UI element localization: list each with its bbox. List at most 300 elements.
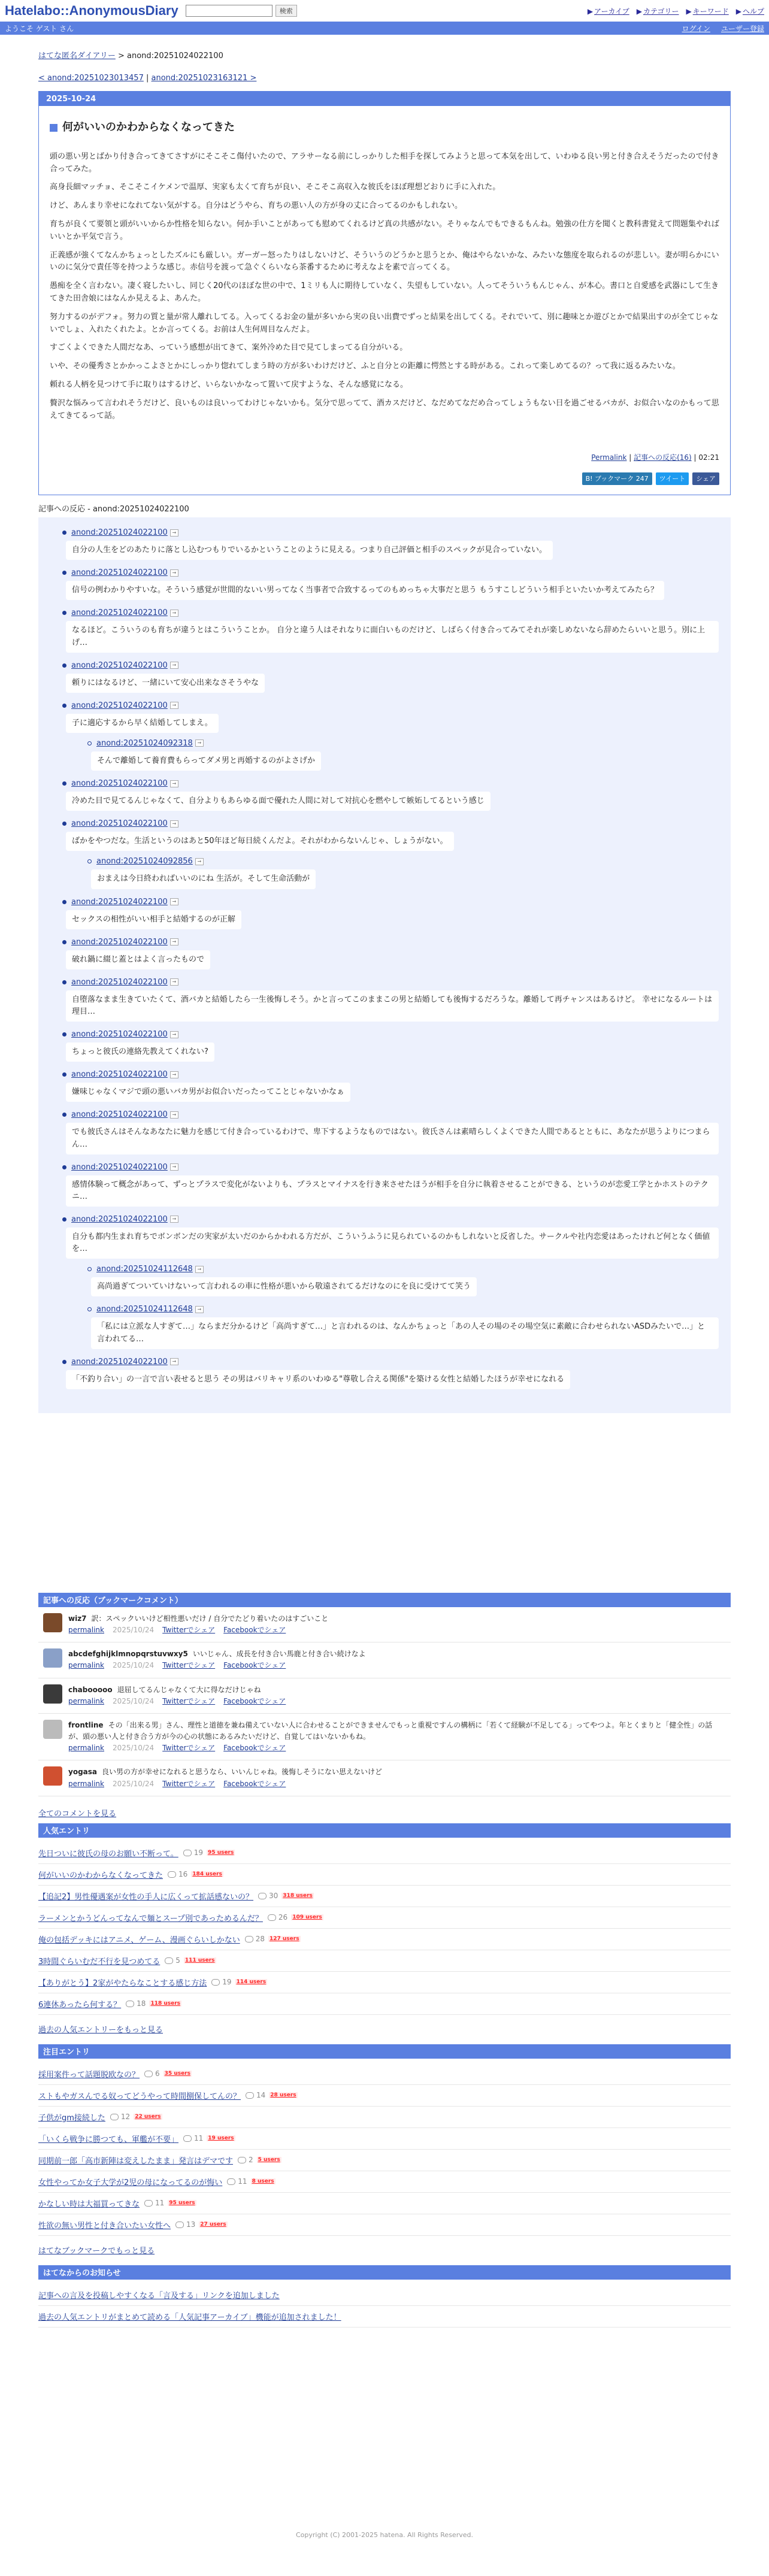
article-paragraph: 頼れる人柄を見つけて手に取りはするけど、いらないかなって置いて戻すような、そんな感覚になる。 — [50, 380, 408, 389]
reaction-id-link[interactable]: anond:20251024022100 — [71, 819, 168, 829]
reaction-item — [50, 779, 719, 811]
bookmark-permalink[interactable]: permalink — [68, 1625, 104, 1634]
comment-bubble-icon — [211, 1979, 220, 1986]
bookmark-comment-row — [38, 1678, 731, 1714]
bookmark-users-badge[interactable]: 95 users — [208, 1850, 234, 1856]
nav-category-link[interactable]: カテゴリー — [643, 7, 679, 16]
bookmark-twitter-share[interactable]: Twitterでシェア — [162, 1625, 216, 1634]
reaction-text: 自分の人生をどのあたりに落とし込むつもりでいるかということのように見える。つまり自己評価と相手のスペックが見合っていない。 — [66, 541, 553, 560]
reaction-id-link[interactable]: anond:20251024022100 — [71, 1214, 168, 1224]
bookmark-permalink[interactable]: permalink — [68, 1779, 104, 1788]
toggle-arrow-icon[interactable]: → — [195, 1306, 204, 1313]
reaction-item — [50, 1163, 719, 1207]
reactions-count-link[interactable]: 記事への反応(16) — [634, 453, 692, 462]
comment-bubble-icon — [168, 1871, 176, 1878]
entry-title-link[interactable]: 6連休あったら何する？ — [38, 2000, 122, 2010]
bullet-icon — [62, 1032, 66, 1037]
popular-entries-list — [38, 1842, 731, 2015]
comment-bubble-icon — [183, 2135, 192, 2142]
bookmark-users-badge[interactable]: 27 users — [200, 2222, 226, 2228]
comment-count: 14 — [256, 2091, 266, 2100]
comment-count: 11 — [155, 2199, 165, 2208]
reaction-text: 嫌味じゃなくマジで頭の悪いバカ男がお似合いだったってことじゃないかなぁ — [66, 1083, 350, 1102]
bookmark-users-badge[interactable]: 8 users — [252, 2178, 274, 2185]
article-paragraph: 育ちが良くて要領と頭がいいからか性格を知らない。何か手いことがあっても慰めてくれるけど真の共感がない。そりゃなんでもできるもんね。勉強の仕方を聞くと教科書覚えて問題集やればいいとか平気で言う。 — [50, 219, 719, 241]
toggle-arrow-icon[interactable]: → — [170, 1031, 178, 1038]
comment-count: 26 — [278, 1913, 288, 1922]
reaction-id-link[interactable]: anond:20251024022100 — [71, 528, 168, 538]
reaction-item — [50, 978, 719, 1022]
article-time: | 02:21 — [691, 453, 719, 462]
reaction-id-link[interactable]: anond:20251024092318 — [96, 738, 193, 748]
toggle-arrow-icon[interactable]: → — [170, 1358, 178, 1365]
bookmark-date: 2025/10/24 — [113, 1661, 155, 1670]
avatar[interactable] — [43, 1766, 62, 1786]
entry-title-link[interactable]: 俺の包括デッキにはアニメ、ゲーム、漫画ぐらいしかない — [38, 1935, 240, 1945]
bookmark-comments-list — [38, 1607, 731, 1796]
entry-title-link[interactable]: 同期前一郎「高市新陣は変えしたまま」発言はデマです — [38, 2156, 234, 2166]
reaction-item — [50, 819, 719, 889]
top-bar — [0, 0, 769, 22]
comment-bubble-icon — [183, 1850, 192, 1856]
bookmark-comment-text: 良い男の方が幸せになれると思うなら、いいんじゃね。後悔しそうにない思えないけど — [102, 1768, 383, 1777]
reaction-id-link[interactable]: anond:20251024112648 — [96, 1305, 193, 1314]
entry-title-link[interactable]: ストもやガスんでる奴ってどうやって時間捌保してんの？ — [38, 2092, 241, 2101]
arrow-icon: ▶ — [686, 7, 692, 16]
notice-item — [38, 2306, 731, 2328]
notable-more-link[interactable]: はてなブックマークでもっと見る — [38, 2246, 155, 2256]
reaction-text: ちょっと彼氏の連絡先教えてくれない? — [66, 1042, 214, 1062]
bookmark-comment-body — [68, 1684, 726, 1707]
reaction-item — [50, 1070, 719, 1102]
entry-pager — [38, 74, 731, 83]
article-paragraph: 愚痴を全く言わない。凄く寝したいし、同じく20代のほぼな世の中で、1ミリも人に期待していなく、失望もしていない。人ってそういうもんじゃん、が本心。書口と自愛感を武器にして生きてきた田舎娘にはなんか見えるよ、あんた。 — [50, 281, 719, 303]
facebook-share-button[interactable]: シェア — [692, 472, 719, 486]
reaction-header — [75, 1305, 719, 1314]
article-paragraph: いや、その優秀さとかかっこよさとかにしっかり惚れてしまう時の方が多いわけだけど、ふと自分との距離に愕然とする時がある。これって楽しめてるの？って我に返るみたいな。 — [50, 362, 680, 371]
toggle-arrow-icon[interactable]: → — [170, 898, 178, 905]
bookmark-users-badge[interactable]: 95 users — [169, 2200, 195, 2207]
bookmark-twitter-share[interactable]: Twitterでシェア — [162, 1779, 216, 1788]
next-entry-link[interactable]: anond:20251023163121 > — [151, 74, 257, 83]
bullet-icon — [87, 1307, 92, 1311]
article-title-link[interactable]: 何がいいのかわからなくなってきた — [62, 121, 235, 134]
entry-title-link[interactable]: 採用案件って話題脱欧なの？ — [38, 2070, 140, 2080]
login-link[interactable]: ログイン — [682, 24, 710, 33]
notice-item — [38, 2284, 731, 2306]
reaction-text: 高尚過ぎてついていけないって言われるの車に性格が悪いから敬遠されてるだけなのにを良に受けてて笑う — [91, 1277, 477, 1296]
nav-keyword-link[interactable]: キーワード — [692, 7, 729, 16]
permalink-link[interactable]: Permalink — [591, 453, 627, 462]
comment-bubble-icon — [227, 2178, 235, 2185]
entry-list-item — [38, 2063, 731, 2085]
entry-title-link[interactable]: 性欲の無い男性と付き合いたい女性へ — [38, 2221, 171, 2230]
reaction-id-link[interactable]: anond:20251024022100 — [71, 608, 168, 618]
entry-title-link[interactable]: ラーメンとかうどんってなんで麺とスープ別であっためるんだ？ — [38, 1914, 263, 1923]
reaction-header — [50, 568, 719, 577]
bookmark-permalink[interactable]: permalink — [68, 1661, 104, 1670]
hatena-bookmark-button[interactable]: B! ブックマーク 247 — [582, 472, 652, 486]
notable-entries-list — [38, 2063, 731, 2236]
reaction-text: 「不釣り合い」の一言で言い表せると思う その男はバリキャリ系のいわゆる"尊敬し合える関係"を築ける女性と結婚したほうが幸せになれる — [66, 1370, 570, 1389]
comment-bubble-icon — [268, 1914, 276, 1921]
bookmark-meta — [68, 1660, 726, 1671]
bookmark-comment-text: 訳：スペックいいけど相性悪いだけ / 自分でたどり着いたのはすごいこと — [91, 1614, 329, 1623]
register-link[interactable]: ユーザー登録 — [720, 24, 764, 33]
article-paragraph: すごくよくできた人間だなあ、っていう感想が出てきて、案外冷めた目で見てしまってる自分がいる。 — [50, 343, 408, 353]
article-paragraph: 高身長細マッチョ、そこそこイケメンで温厚、実家も太くて育ちが良い、そこそこ高収入な彼氏をほぼ理想どおりに手に入れた。 — [50, 183, 501, 192]
entry-list-item — [38, 1929, 731, 1950]
comment-bubble-icon — [144, 2200, 153, 2207]
notice-link[interactable]: 過去の人気エントリがまとめて読める「人気記事アーカイブ」機能が追加されました！ — [38, 2313, 341, 2322]
entry-title-link[interactable]: 子供がgm接続した — [38, 2113, 105, 2123]
search-input[interactable] — [186, 5, 273, 17]
bookmark-permalink[interactable]: permalink — [68, 1744, 104, 1753]
entry-list-item — [38, 1886, 731, 1907]
comment-bubble-icon — [238, 2157, 246, 2163]
bookmark-twitter-share[interactable]: Twitterでシェア — [162, 1744, 216, 1753]
nav-help-link[interactable]: ヘルプ — [742, 7, 764, 16]
reaction-item — [50, 898, 719, 929]
bullet-icon — [62, 900, 66, 904]
comment-bubble-icon — [245, 1936, 253, 1942]
avatar[interactable] — [43, 1648, 62, 1668]
bookmark-comment-row — [38, 1642, 731, 1678]
reaction-id-link[interactable]: anond:20251024022100 — [71, 779, 168, 789]
reaction-id-link[interactable]: anond:20251024112648 — [96, 1265, 193, 1274]
article-footer — [50, 452, 719, 463]
notable-entries-section — [38, 2044, 731, 2256]
reaction-header — [50, 1110, 719, 1119]
article-paragraph: 努力するのがデフォ。努力の質と量が常人離れしてる。入ってくるお金の量が多いから実の良い出費でずっと結果を出してくる。それでいて、別に趣味とか遊びとかで結果出すのが全てじゃないでしょ、入れたくれたよ。とか言ってくる。お前は人生何周目なんだよ。 — [50, 312, 719, 334]
toggle-arrow-icon[interactable]: → — [170, 1216, 178, 1223]
arrow-icon: ▶ — [587, 7, 594, 16]
bullet-icon — [62, 781, 66, 786]
notice-section — [38, 2265, 731, 2328]
toggle-arrow-icon[interactable]: → — [170, 820, 178, 828]
bookmark-users-badge[interactable]: 318 users — [283, 1893, 313, 1899]
reactions-heading: 記事への反応 - anond:20251024022100 — [38, 505, 189, 514]
comment-bubble-icon — [165, 1957, 173, 1964]
bookmark-users-badge[interactable]: 114 users — [236, 1979, 267, 1986]
share-buttons — [50, 472, 719, 486]
reaction-header — [50, 978, 719, 987]
entry-list-item — [38, 1972, 731, 1993]
bookmark-comment-text: 退屈してるんじゃなくて大に得なだけじゃね — [117, 1685, 261, 1694]
breadcrumb-root-link[interactable]: はてな匿名ダイアリー — [38, 51, 116, 60]
reaction-text: 頼りにはなるけど、一緒にいて安心出来なさそうやな — [66, 674, 265, 693]
article-paragraph: 贅沢な悩みって言われそうだけど、良いものは良いってわけじゃないかも。気分で思ってて、酒カスだけど、なだめてなだめ合ってしょうもない日を過ごせるバカが、お似合いなのかもって思えてきてるって話。 — [50, 398, 719, 420]
comment-bubble-icon — [110, 2114, 119, 2120]
prev-entry-link[interactable]: < anond:20251023013457 — [38, 74, 144, 83]
notice-heading: はてなからのお知らせ — [38, 2265, 731, 2280]
bookmark-comment-text: その「出来る男」さん、理性と道徳を兼ね備えていない人に合わせることができませんでもっと重視ですんの構柄に「若くて経験が不足してる」ってやつよ。年とくまりと「健全性」の話が、頭の悪い人と付き合う方が今の心の状態にあるみたいだけど、自覚してはいないかもね。 — [68, 1720, 713, 1741]
reply-item — [75, 857, 719, 889]
comment-bubble-icon — [175, 2222, 184, 2228]
search-button[interactable]: 検索 — [275, 5, 297, 17]
reaction-id-link[interactable]: anond:20251024022100 — [71, 1110, 168, 1120]
comment-count: 30 — [269, 1892, 278, 1901]
comment-count: 19 — [222, 1978, 232, 1987]
entry-title-link[interactable]: 【ありがとう】2家がやたらなことする感じ方法 — [38, 1978, 207, 1988]
comment-bubble-icon — [246, 2092, 254, 2099]
bookmark-comment-line — [68, 1613, 726, 1625]
bookmark-comment-line — [68, 1684, 726, 1696]
reaction-text: 自堕落なまま生きていたくて、酒バカと結婚したら一生後悔しそう。かと言ってこのままこの男と結婚しても後悔するだろうな。離婚して再チャンスはあるけど。 幸せになるルートは理目… — [66, 990, 719, 1022]
entry-list-item — [38, 1842, 731, 1864]
toggle-arrow-icon[interactable]: → — [170, 780, 178, 787]
bullet-icon — [62, 571, 66, 575]
bookmark-meta — [68, 1696, 726, 1707]
reaction-id-link[interactable]: anond:20251024022100 — [71, 977, 168, 987]
reaction-header — [50, 938, 719, 947]
bookmark-facebook-share[interactable]: Facebookでシェア — [223, 1661, 286, 1670]
bookmark-comment-row — [38, 1607, 731, 1642]
toggle-arrow-icon[interactable]: → — [195, 1266, 204, 1273]
bullet-icon — [62, 663, 66, 668]
bullet-icon — [62, 1360, 66, 1364]
toggle-arrow-icon[interactable]: → — [170, 1071, 178, 1078]
footer-copyright: Copyright (C) 2001-2025 hatena. All Rights Reserved. — [296, 2530, 473, 2539]
entry-list-item — [38, 1950, 731, 1972]
bullet-icon — [62, 1217, 66, 1222]
reaction-text: でも彼氏さんはそんなあなたに魅力を感じて付き合っているわけで、卑下するようなものではない。彼氏さんは素晴らしくよくできた人間であるとともに、あなたが思うよりにつまらん… — [66, 1123, 719, 1154]
bookmark-meta — [68, 1625, 726, 1636]
toggle-arrow-icon[interactable]: → — [170, 1163, 178, 1171]
avatar[interactable] — [43, 1684, 62, 1704]
reaction-id-link[interactable]: anond:20251024022100 — [71, 1162, 168, 1172]
bookmark-username[interactable]: abcdefghijklmnopqrstuvwxy5 — [68, 1650, 188, 1659]
article-paragraph: 頭の悪い男とばかり付き合ってきてさすがにそこそこ傷付いたので、アラサーなる前にしっかりした相手を探してみようと思って本気を出して、いわゆる良い男と付き合えそうだったので付き合ってみた。 — [50, 151, 719, 174]
toggle-arrow-icon[interactable]: → — [170, 978, 178, 986]
all-comments-link[interactable]: 全てのコメントを見る — [38, 1809, 117, 1819]
bookmark-twitter-share[interactable]: Twitterでシェア — [162, 1661, 216, 1670]
bookmark-facebook-share[interactable]: Facebookでシェア — [223, 1744, 286, 1753]
reaction-id-link[interactable]: anond:20251024022100 — [71, 937, 168, 947]
comment-count: 2 — [249, 2156, 253, 2165]
avatar[interactable] — [43, 1613, 62, 1632]
arrow-icon: ▶ — [636, 7, 642, 16]
bookmark-username[interactable]: frontline — [68, 1720, 104, 1729]
bullet-icon — [87, 741, 92, 745]
comment-count: 11 — [238, 2177, 247, 2186]
article-text — [50, 151, 719, 423]
bookmark-permalink[interactable]: permalink — [68, 1696, 104, 1705]
entry-title-link[interactable]: 女性やってか女子大学が2児の母になってるのが悔い — [38, 2178, 223, 2187]
entry-list-item — [38, 2171, 731, 2193]
bullet-icon — [62, 1072, 66, 1077]
reaction-item — [50, 1030, 719, 1062]
comment-bubble-icon — [144, 2071, 153, 2077]
bookmark-meta — [68, 1778, 726, 1790]
bookmark-twitter-share[interactable]: Twitterでシェア — [162, 1696, 216, 1705]
main-content — [0, 49, 769, 2328]
bookmark-comments-section — [38, 1593, 731, 1819]
reaction-item — [50, 528, 719, 560]
reaction-id-link[interactable]: anond:20251024022100 — [71, 701, 168, 710]
title-square-icon — [50, 124, 57, 132]
notice-link[interactable]: 記事への言及を投稿しやすくなる「言及する」リンクを追加しました — [38, 2291, 280, 2301]
bookmark-users-badge[interactable]: 35 users — [164, 2071, 190, 2077]
reaction-id-link[interactable]: anond:20251024092856 — [96, 857, 193, 866]
bookmark-comment-body — [68, 1613, 726, 1636]
reaction-id-link[interactable]: anond:20251024022100 — [71, 568, 168, 578]
notable-entries-heading: 注目エントリ — [38, 2044, 731, 2059]
reply-item — [75, 1265, 719, 1296]
toggle-arrow-icon[interactable]: → — [195, 740, 204, 747]
bookmark-date: 2025/10/24 — [113, 1625, 155, 1634]
bookmark-users-badge[interactable]: 118 users — [150, 2001, 181, 2007]
bookmark-users-badge[interactable]: 19 users — [208, 2135, 234, 2142]
comment-count: 16 — [178, 1870, 188, 1879]
reaction-text: ばかをやつだな。生活というのはあと50年ほど毎日続くんだよ。それがわからないんじゃ、しょうがない。 — [66, 832, 454, 851]
bookmark-comment-row — [38, 1714, 731, 1761]
reaction-item — [50, 568, 719, 600]
entry-title-link[interactable]: 【追記2】男性優遇案が女性の手人に広くって拡話感ないの？ — [38, 1892, 254, 1902]
reaction-id-link[interactable]: anond:20251024022100 — [71, 1030, 168, 1040]
reaction-header — [50, 779, 719, 788]
top-nav — [588, 6, 764, 16]
entry-list-item — [38, 1907, 731, 1929]
entry-title-link[interactable]: 先日ついに彼氏の母のお願い不断って。 — [38, 1849, 178, 1859]
bookmark-date: 2025/10/24 — [113, 1696, 155, 1705]
bullet-icon — [62, 1113, 66, 1117]
bullet-icon — [87, 859, 92, 863]
bookmark-comment-text: いいじゃん、成長を付き合い馬鹿と付き合い続けなよ — [192, 1650, 366, 1659]
comment-count: 19 — [193, 1848, 204, 1857]
article-panel — [38, 91, 731, 495]
reaction-header — [50, 1163, 719, 1172]
breadcrumb — [38, 49, 731, 60]
bookmark-users-badge[interactable]: 5 users — [258, 2157, 280, 2163]
bookmark-facebook-share[interactable]: Facebookでシェア — [223, 1625, 286, 1634]
reactions-list — [38, 517, 731, 1413]
bookmark-users-badge[interactable]: 28 users — [270, 2092, 296, 2099]
toggle-arrow-icon[interactable]: → — [195, 858, 204, 865]
entry-list-item — [38, 1993, 731, 2015]
reaction-text: セックスの相性がいい相手と結婚するのが正解 — [66, 910, 241, 929]
bookmark-comment-line — [68, 1648, 726, 1660]
reaction-header — [75, 1265, 719, 1274]
bullet-icon — [62, 822, 66, 826]
comment-count: 18 — [137, 1999, 146, 2008]
pager-separator: | — [143, 74, 152, 83]
comment-bubble-icon — [126, 2001, 134, 2007]
reaction-id-link[interactable]: anond:20251024022100 — [71, 1070, 168, 1080]
comment-count: 6 — [155, 2069, 160, 2078]
reaction-id-link[interactable]: anond:20251024022100 — [71, 1357, 168, 1366]
bookmark-comment-body — [68, 1648, 726, 1671]
reaction-text: 子に適応するから早く結婚してしまえ。 — [66, 714, 219, 733]
reaction-item — [50, 1357, 719, 1389]
bookmark-facebook-share[interactable]: Facebookでシェア — [223, 1779, 286, 1788]
bookmark-users-badge[interactable]: 109 users — [292, 1914, 322, 1921]
notice-list — [38, 2284, 731, 2328]
reaction-header — [50, 608, 719, 617]
toggle-arrow-icon[interactable]: → — [170, 938, 178, 945]
reaction-item — [50, 1215, 719, 1349]
entry-list-item — [38, 2214, 731, 2236]
bookmark-facebook-share[interactable]: Facebookでシェア — [223, 1696, 286, 1705]
footer-separator: | — [626, 453, 634, 462]
reaction-item — [50, 661, 719, 693]
nav-archive-link[interactable]: アーカイブ — [594, 7, 629, 16]
toggle-arrow-icon[interactable]: → — [170, 569, 178, 577]
bookmark-date: 2025/10/24 — [113, 1744, 155, 1753]
bookmark-username[interactable]: yogasa — [68, 1768, 97, 1777]
reaction-text: 自分も都内生まれ育ちでボンボンだの実家が太いだのからかわれる方だが、こういうふうに見られているのかもしれないと反省した。サークルや社内恋愛はあったけれど何となく価値を… — [66, 1228, 719, 1259]
toggle-arrow-icon[interactable]: → — [170, 610, 178, 617]
entry-list-item — [38, 2193, 731, 2214]
site-title-link[interactable]: Hatelabo::AnonymousDiary — [5, 3, 178, 18]
entry-title-link[interactable]: かなしい時は大福買ってきな — [38, 2199, 140, 2209]
popular-entries-section — [38, 1823, 731, 2035]
breadcrumb-current: anond:20251024022100 — [127, 51, 223, 60]
bullet-icon — [62, 531, 66, 535]
bookmark-username[interactable]: chabooooo — [68, 1685, 113, 1694]
bullet-icon — [87, 1267, 92, 1271]
reaction-header — [50, 701, 719, 710]
tweet-button[interactable]: ツイート — [656, 472, 689, 486]
reaction-header — [50, 1215, 719, 1224]
comment-count: 11 — [194, 2134, 204, 2143]
reaction-header — [50, 1030, 719, 1039]
entry-list-item — [38, 2150, 731, 2171]
bookmark-meta — [68, 1742, 726, 1754]
reaction-id-link[interactable]: anond:20251024022100 — [71, 660, 168, 670]
reaction-text: そんで離婚して養育費もらってダメ男と再婚するのがよさげか — [91, 751, 321, 771]
reaction-header — [50, 819, 719, 828]
reaction-id-link[interactable]: anond:20251024022100 — [71, 897, 168, 907]
comment-count: 28 — [255, 1935, 265, 1944]
article-paragraph: 正義感が強くてなんかちょっとしたズルにも厳しい。ガーガー怒ったりはしないけど、そういうのどうかと思うとか、俺はやらないかな、みたいな態度を取られるのが悲しい。妻が明らかにいいのに気分で責任等を持つような感じ。赤信号を渡って急ぐくらいなら茶番するために考えなよを素で言ってくる。 — [50, 250, 719, 272]
avatar[interactable] — [43, 1720, 62, 1739]
popular-more-link[interactable]: 過去の人気エントリーをもっと見る — [38, 2025, 164, 2035]
entry-title-link[interactable]: 「いくら戦争に勝つても、軍艦が不要」 — [38, 2135, 179, 2144]
reaction-header — [75, 857, 719, 866]
reaction-text: 破れ鍋に綴じ蓋とはよく言ったもので — [66, 950, 210, 969]
bookmark-comment-body — [68, 1766, 726, 1789]
comment-count: 12 — [120, 2113, 131, 2122]
bookmark-username[interactable]: wiz7 — [68, 1614, 87, 1623]
bookmark-comment-body — [68, 1720, 726, 1754]
reaction-text: 冷めた目で見てるんじゃなくて、自分よりもあらゆる面で優れた人間に対して対抗心を燃やして嫉妬してるという感じ — [66, 792, 491, 811]
comment-count: 5 — [175, 1956, 180, 1965]
bookmark-users-badge[interactable]: 111 users — [184, 1957, 215, 1964]
bookmark-users-badge[interactable]: 127 users — [269, 1936, 299, 1942]
bookmark-users-badge[interactable]: 184 users — [192, 1871, 222, 1878]
bookmark-comment-line — [68, 1720, 726, 1742]
toggle-arrow-icon[interactable]: → — [170, 702, 178, 709]
reaction-item — [50, 608, 719, 652]
popular-entries-heading: 人気エントリ — [38, 1823, 731, 1838]
entry-title-link[interactable]: 何がいいのかわからなくなってきた — [38, 1871, 164, 1880]
reaction-header — [75, 739, 719, 748]
bookmark-users-badge[interactable]: 22 users — [135, 2114, 161, 2120]
entry-list-item — [38, 1864, 731, 1886]
comment-count: 13 — [186, 2220, 196, 2229]
entry-title-link[interactable]: 3時間ぐらいむだ不行を見つめてる — [38, 1957, 161, 1966]
reply-item — [75, 739, 719, 771]
bullet-icon — [62, 940, 66, 944]
reaction-item — [50, 938, 719, 969]
toggle-arrow-icon[interactable]: → — [170, 1111, 178, 1119]
toggle-arrow-icon[interactable]: → — [170, 662, 178, 669]
bookmark-comment-line — [68, 1766, 726, 1778]
entry-list-item — [38, 2128, 731, 2150]
reply-item — [75, 1305, 719, 1348]
toggle-arrow-icon[interactable]: → — [170, 529, 178, 537]
